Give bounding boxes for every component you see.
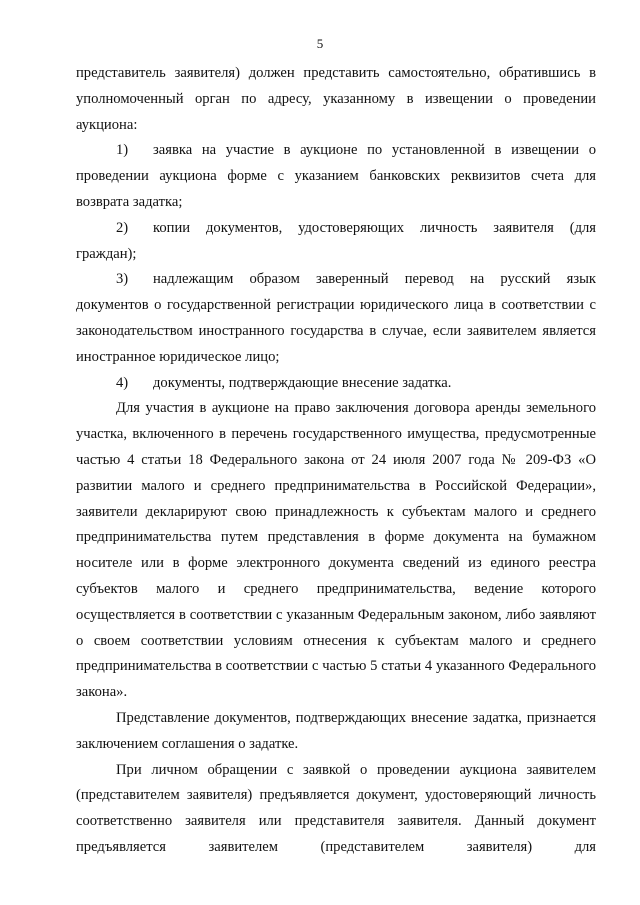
list-item-text: документы, подтверждающие внесение задатка. (153, 374, 452, 391)
list-number: 3) (116, 271, 129, 288)
paragraph-deposit: Представление документов, подтверждающих внесение задатка, признается заключением соглашения о задатке. (76, 709, 596, 752)
list-item-text: заявка на участие в аукционе по установленной в извещении о проведении аукциона форме с указанием банковских реквизитов счета для возврата задатка; (76, 142, 596, 210)
list-number: 2) (116, 219, 129, 236)
list-item-1 (76, 138, 596, 215)
paragraph-intro: представитель заявителя) должен представить самостоятельно, обратившись в уполномоченный орган по адресу, указанному в извещении о проведении аукциона: (76, 65, 596, 133)
list-item-text: копии документов, удостоверяющих личность заявителя (для граждан); (76, 219, 596, 262)
list-item-text: надлежащим образом заверенный перевод на русский язык документов о государственной регистрации юридического лица в соответствии с законодательством иностранного государства в случае, если заявителем является иностранное юридическое лицо; (76, 271, 596, 365)
list-item-3 (76, 267, 596, 370)
list-item-4 (76, 371, 596, 397)
paragraph-personal-appeal: При личном обращении с заявкой о проведении аукциона заявителем (представителем заявителя) предъявляется документ, удостоверяющий личность соответственно заявителя или представителя заявителя. Данный документ предъявляется заявителем (представителем заявителя) для (76, 761, 596, 855)
document-body (76, 61, 596, 861)
list-item-2 (76, 216, 596, 268)
list-number: 1) (116, 142, 129, 159)
page-number: 5 (316, 36, 324, 51)
list-number: 4) (116, 374, 129, 391)
paragraph-smb-declaration: Для участия в аукционе на право заключения договора аренды земельного участка, включенного в перечень государственного имущества, предусмотренные частью 4 статьи 18 Федерального закона от 24 июля 2007 года № 209-ФЗ «О развитии малого и среднего предпринимательства в Российской Федерации», заявители декларируют свою принадлежность к субъектам малого и среднего предпринимательства путем представления в форме документа на бумажном носителе или в форме электронного документа сведений из единого реестра субъектов малого и среднего предпринимательства, ведение которого осуществляется в соответствии с указанным Федеральным законом, либо заявляют о своем соответствии условиям отнесения к субъектам малого и среднего предпринимательства в соответствии с частью 5 статьи 4 указанного Федерального закона». (76, 400, 596, 701)
